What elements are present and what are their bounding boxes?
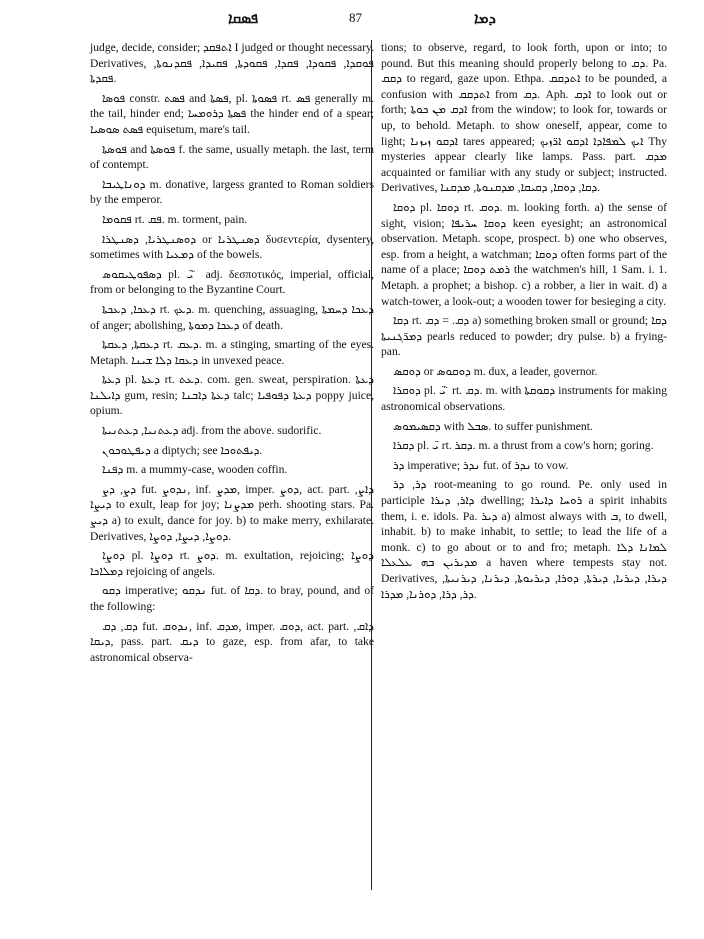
dictionary-entry: ܕܩܘ imperative; ܢܕܩܘ fut. of ܕܩܐ. to bray, pound, and of the following: bbox=[90, 584, 375, 613]
column-divider bbox=[371, 40, 372, 890]
dictionary-entry: ܦܘܣܬܐ and ܦܘܣܬܐ f. the same, usually metaph. the last, term of contempt. bbox=[90, 142, 374, 172]
dictionary-entry: ܕܘܩܣ or ܕܘܩܘܣ m. dux, a leader, governor. bbox=[393, 364, 598, 378]
dictionary-entry: ܕܥܬܐ pl. ܕܥܬܐ rt. ܕܥܬ. com. gen. sweat, perspiration. ܕܥܬܐ ܕܐܝܠܢܐ gum, resin; ܕܥܬܐ ܕܐܒܢܐ talc; ܕܥܬܐ ܕܦܘܦܝܐ poppy juice, opium. bbox=[90, 373, 374, 418]
running-head-left: ܦܣܩܐ bbox=[228, 11, 259, 27]
dictionary-entry: ܕܩܪܐ pl. ܝ̈ rt. ܕܩܪ. m. a thrust from a cow's horn; goring. bbox=[393, 439, 654, 453]
dictionary-entry: ܕܝܦܛܘܟܘܢ a diptych; see ܕܝܦܬܘܟܐ. bbox=[102, 443, 263, 457]
dictionary-entry: ܕܘܣܢܛܪܝܐ, ܕܣܢܛܪܐ or ܕܣܢܛܪܝܐ δυσεντερία, dysentery, sometimes with ܕܡܥܝܐ of the bowels. bbox=[90, 232, 374, 262]
page-header bbox=[0, 8, 704, 30]
dictionary-entry: ܕܩܣܝܡܘܣ with ܣܒܠ. to suffer punishment. bbox=[393, 419, 593, 433]
right-column bbox=[381, 40, 667, 606]
dictionary-entry: ܕܥܩܬܐ, ܕܥܩܬܐ rt. ܕܥܩ. m. a stinging, smarting of the eyes. Metaph. ܕܥܩܐ ܕܠܐ ܫܝܢܐ in unvexed peace. bbox=[90, 338, 375, 367]
dictionary-entry: ܕܣܦܘܛܝܩܘܣ pl. ܝ̈ ̈ adj. δεσποτικός, imperial, official, from or belonging to the Byzantine Court. bbox=[90, 267, 374, 297]
dictionary-entry: ܕܩܐ rt. ܕܩ. = ܕܩ a) something broken small or ground; ܕܩܐ ܕܡܪ̈ܓܢܝܬܐ pearls reduced to powder; dry pulse. b) a frying-pan. bbox=[381, 314, 667, 359]
dictionary-entry: ܕܘܩܐ pl. ܕܘܩܐ rt. ܕܘܩ. m. looking forth. a) the sense of sight, vision; ܕܘܩܐ ܚܪܝܦܐ keen eyesight; an astronomical observation. Metaph. scope, prospect. b) one who observes, esp. from a height, a watchman; ܕܘܩܐ often forms part of the name of a place; ܪܡܬ ܕܘܩܐ the watchmen's hill, 1 Sam. i. 1. Metaph. a prophet; a bishop. c) a robber, a lier in wait. d) a watch-tower, a look-out; a wooden tower for besieging a city. bbox=[381, 200, 668, 308]
running-head-right: ܕܡܐ bbox=[474, 11, 496, 27]
left-column bbox=[90, 40, 374, 669]
dictionary-entry: ܕܘܢܐܛܝܒܐ m. donative, largess granted to Roman soldiers by the emperor. bbox=[90, 177, 374, 207]
dictionary-entry: ܕܘܩܪܐ pl. ܝ̈ ̈ rt. ܕܩ. m. with ܕܩܘܩܬܐ instruments for making astronomical observations. bbox=[381, 384, 668, 414]
dictionary-entry: ܕܦܢܐ m. a mummy-case, wooden coffin. bbox=[102, 463, 288, 477]
dictionary-entry: judge, decide, consider; ܐܬܦܩܕ I judged or thought necessary. Derivatives, ܦܘܩܕܐ, ܦܩܘܕܐ, ܦܩܕܐ, ܦܩܘܕܬܐ, ܦܩܝܕܐ, ܦܩܕܢܘܬܐ, ܦܩܕܬܐ. bbox=[90, 41, 374, 86]
dictionary-entry: ܕܥܟܐ, ܕܥܟܬܐ rt. ܕܥܟ. m. quenching, assuaging, ܕܥܟܐ ܕܚܡܬܐ of anger; abolishing, ܕܥܟܐ ܕܡܘܬܐ of death. bbox=[90, 302, 374, 332]
dictionary-entry: ܕܥܬܢܝܐ, ܕܥܬܢܝܬܐ adj. from the above. sudorific. bbox=[102, 424, 322, 438]
page-number: 87 bbox=[349, 10, 362, 25]
dictionary-entry: ܕܘܨܐ pl. ܕܘܨܐ rt. ܕܘܨ. m. exultation, rejoicing; ܕܘܨܐ ܕܡܠܐܟܐ rejoicing of angels. bbox=[90, 549, 374, 578]
dictionary-entry: ܦܘܣܐ constr. ܦܣܬ and ܦܣܬܐ, pl. ܦܣܘܬܐ rt. ܦܣ generally m. the tail, hinder end; ܦܣܬܐ ܕܪܘܡܚܐ the hinder end of a spear; ܦܣܬ ܣܘܣܝܐ equisetum, mare's tail. bbox=[90, 91, 374, 136]
dictionary-entry: ܕܪ, ܕܪ root-meaning to go round. Pe. only used in participle ܕܐܪ, ܕܝܪܐ dwelling; ܪܘܚܐ ܕܐܝܪܐ a spirit inhabits them, i. e. idols. Pa. ܕܝܪ a) almost always with ܒ, to dwell, inhabit. b) to make inhabit, to settle; to lead the life of a monk. c) to go about or to and fro; metaph. ܠܡܐܢܐ ܕܠܐ ܡܕܝܪܝܢ ܒܗ ܥܠܥܠܐ a haven where tempests stay not. Derivatives, ܕܝܪܐ, ܕܝܪܝܐ, ܕܝܪܬܐ, ܕܘܪܐ, ܕܝܪܝܘܬܐ, ܕܝܪܢܐ, ܕܝܪܢܝܬܐ, ܕܪ, ܕܪܐ, ܕܘܪܢܐ, ܡܕܪܐ. bbox=[381, 478, 668, 601]
dictionary-entry: ܦܩܘܡܐ rt. ܦܩ. m. torment, pain. bbox=[102, 212, 248, 226]
dictionary-entry: ܕܩ, ܕܩ fut. ܢܕܘܩ, inf. ܡܕܩ, imper. ܕܘܩ, act. part. ܕܐܩ, ܕܝܩܐ, pass. part. ܕܝܩ to gaze, esp. from afar, to take astronomical observa- bbox=[90, 619, 375, 664]
dictionary-entry: tions; to observe, regard, to look forth, upon or into; to pound. But this meaning should properly belong to ܕܩ. Pa. ܕܩܩ to regard, gaze upon. Ethpa. ܐܬܕܩܩ to be pounded, a confusion with ܐܬܕܩܩ from ܕܩ. Aph. ܐܕܩ to look out or forth; ܐܕܩ ܡܢ ܟܘܬܐ from the window; to look for, towards or up, to behold. Metaph. to show oneself, appear, come to light; ܐܕܩܘ ܙܝܙܢܐ tares appeared; ܐܝܟ ܠܡܦܐܕܐ ܐܕܩܘ ܐܪ̈ܙܝܟ Thy mysteries appear clearly like lamps. Pass. part. ܡܕܩ acquainted or familiar with any study or subject; instructed. Derivatives, ܕܩܐ, ܕܘܩܐ, ܕܩܝܩܐ, ܡܕܩܢܘܬܐ, ܡܕܩܢܐ. bbox=[381, 41, 668, 195]
dictionary-entry: ܕܨ, ܕܨ fut. ܢܕܘܨ, inf. ܡܕܨ, imper. ܕܘܨ, act. part. ܕܐܨ, ܕܝܨܐ to exult, leap for joy; ܡܕܨܢܐ perh. shooting stars. Pa. ܕܝܨ a) to exult, dance for joy. b) to make merry, exhilarate. Derivatives, ܕܘܨܐ, ܕܝܨܐ, ܕܘܨܐ. bbox=[90, 482, 374, 543]
dictionary-entry: ܕܪ imperative; ܢܕܪ fut. of ܢܕܪ to vow. bbox=[393, 458, 569, 472]
